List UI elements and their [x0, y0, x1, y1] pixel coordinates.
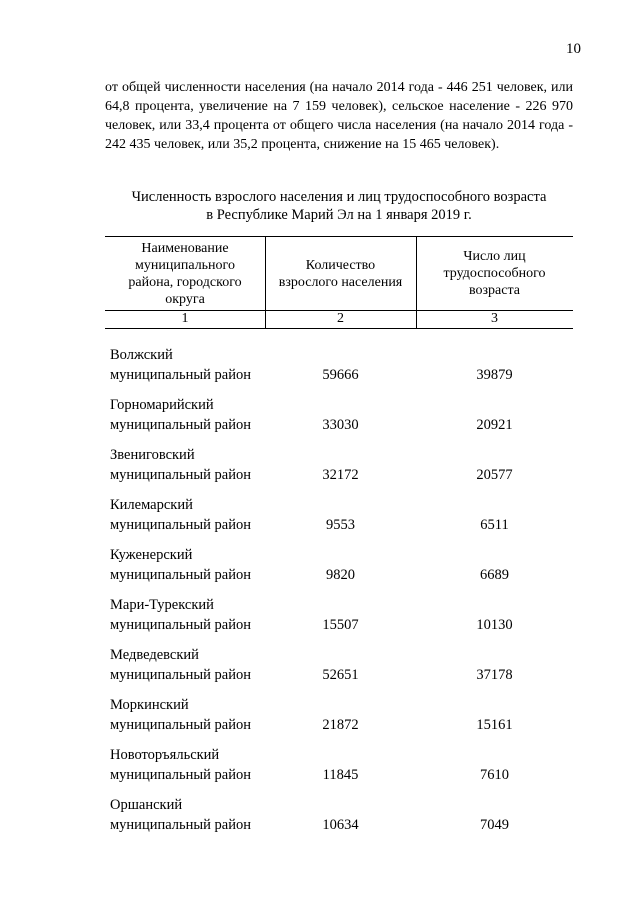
header-district-name — [105, 237, 265, 310]
header-line: района, городского — [128, 274, 242, 290]
table-row — [105, 495, 573, 545]
working-age-count: 6689 — [480, 567, 509, 583]
caption-line: Численность взрослого населения и лиц трудоспособного возраста — [131, 189, 547, 205]
header-line: взрослого населения — [278, 274, 403, 290]
adult-count: 9553 — [326, 517, 355, 533]
working-age-count: 6511 — [480, 517, 509, 533]
district-name: Куженерский муниципальный район — [110, 547, 251, 583]
table-body — [105, 345, 573, 845]
table-row — [105, 745, 573, 795]
header-line: округа — [165, 291, 205, 307]
district-name: Волжский муниципальный район — [110, 347, 251, 383]
table-caption — [105, 188, 573, 224]
working-age-count: 7049 — [480, 817, 509, 833]
table-row — [105, 395, 573, 445]
adult-count: 15507 — [322, 617, 359, 633]
district-name: Моркинский муниципальный район — [110, 697, 251, 733]
district-name: Звениговский муниципальный район — [110, 447, 251, 483]
page-number: 10 — [566, 41, 581, 57]
district-name: Медведевский муниципальный район — [110, 647, 251, 683]
header-line: возраста — [469, 283, 520, 298]
column-number: 3 — [491, 311, 498, 326]
header-line: Число лиц — [463, 249, 526, 264]
header-line: муниципального — [135, 257, 235, 273]
adult-count: 59666 — [322, 367, 359, 383]
header-working-age — [416, 237, 573, 310]
working-age-count: 15161 — [476, 717, 513, 733]
adult-count: 21872 — [322, 717, 359, 733]
working-age-count: 7610 — [480, 767, 509, 783]
adult-count: 10634 — [322, 817, 359, 833]
table-row — [105, 795, 573, 845]
table-row — [105, 445, 573, 495]
table-row — [105, 645, 573, 695]
adult-count: 9820 — [326, 567, 355, 583]
header-adult-population — [265, 237, 416, 310]
table-row — [105, 695, 573, 745]
table-row — [105, 595, 573, 645]
working-age-count: 20577 — [476, 467, 513, 483]
working-age-count: 10130 — [476, 617, 513, 633]
table-header — [105, 236, 573, 329]
district-name: Килемарский муниципальный район — [110, 497, 251, 533]
working-age-count: 20921 — [476, 417, 513, 433]
adult-count: 33030 — [322, 417, 359, 433]
table-row — [105, 345, 573, 395]
adult-count: 52651 — [322, 667, 359, 683]
district-name: Горномарийский муниципальный район — [110, 397, 251, 433]
column-number: 2 — [337, 311, 344, 326]
district-name: Новоторъяльский муниципальный район — [110, 747, 251, 783]
body-paragraph: от общей численности населения (на начало 2014 года - 446 251 человек, или 64,8 процента, увеличение на 7 159 человек), сельское население - 226 970 человек, или 33,4 процента от общего числа населения (на начало 2014 года - 242 435 человек, или 35,2 процента, снижение на 15 465 человек). — [105, 80, 573, 152]
adult-count: 32172 — [322, 467, 359, 483]
working-age-count: 37178 — [476, 667, 513, 683]
working-age-count: 39879 — [476, 367, 513, 383]
header-line: Наименование — [141, 240, 229, 256]
caption-line: в Республике Марий Эл на 1 января 2019 г. — [206, 207, 472, 223]
header-line: трудоспособного — [443, 266, 546, 281]
adult-count: 11845 — [322, 767, 359, 783]
district-name: Мари-Турекский муниципальный район — [110, 597, 251, 633]
header-line: Количество — [305, 257, 376, 273]
district-name: Оршанский муниципальный район — [110, 797, 251, 833]
column-number: 1 — [181, 311, 189, 326]
table-row — [105, 545, 573, 595]
